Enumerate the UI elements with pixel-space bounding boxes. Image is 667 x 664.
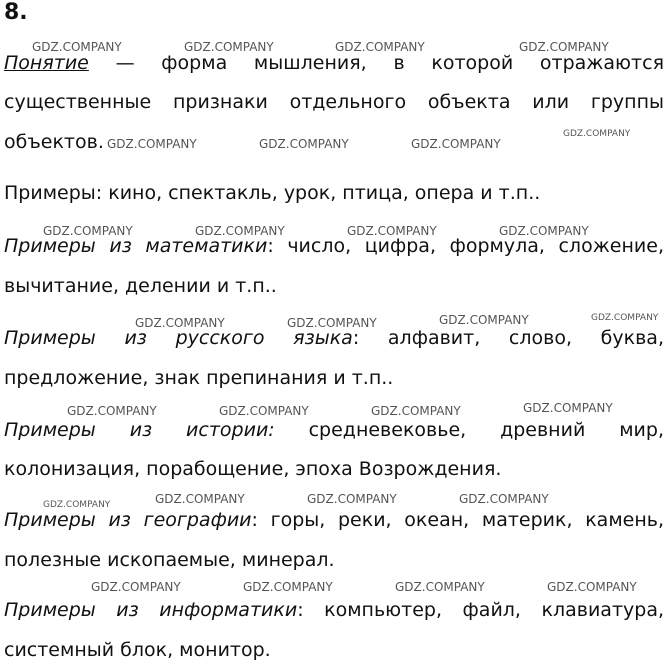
section-russian-label: Примеры из русского языка xyxy=(4,327,353,349)
watermark: GDZ.COMPANY xyxy=(547,580,637,594)
watermark: GDZ.COMPANY xyxy=(155,492,245,506)
watermark: GDZ.COMPANY xyxy=(395,580,485,594)
watermark: GDZ.COMPANY xyxy=(523,401,613,415)
definition-line-3: объектов. xyxy=(4,131,104,153)
section-history-line-2: колонизация, порабощение, эпоха Возрождения. xyxy=(4,458,502,480)
definition-line-1-text: — форма мышления, в которой отражаются xyxy=(88,52,664,74)
section-history-line-1 xyxy=(4,417,664,443)
watermark: GDZ.COMPANY xyxy=(43,500,111,510)
watermark: GDZ.COMPANY xyxy=(591,313,659,323)
section-history-text-1: средневековье, древний мир, xyxy=(274,419,664,441)
watermark: GDZ.COMPANY xyxy=(107,137,197,151)
watermark: GDZ.COMPANY xyxy=(67,404,157,418)
watermark: GDZ.COMPANY xyxy=(135,316,225,330)
section-russian-text-1: : алфавит, слово, буква, xyxy=(352,327,664,349)
examples-general: Примеры: кино, спектакль, урок, птица, опера и т.п.. xyxy=(4,182,541,204)
watermark: GDZ.COMPANY xyxy=(32,40,122,54)
watermark: GDZ.COMPANY xyxy=(347,224,437,238)
watermark: GDZ.COMPANY xyxy=(259,137,349,151)
section-math-label: Примеры из математики xyxy=(4,235,268,257)
watermark: GDZ.COMPANY xyxy=(563,129,631,139)
watermark: GDZ.COMPANY xyxy=(459,492,549,506)
watermark: GDZ.COMPANY xyxy=(519,40,609,54)
section-informatics-line-2: системный блок, монитор. xyxy=(4,639,271,661)
definition-term: Понятие xyxy=(4,52,89,74)
watermark: GDZ.COMPANY xyxy=(219,404,309,418)
watermark: GDZ.COMPANY xyxy=(371,404,461,418)
section-geography-line-2: полезные ископаемые, минерал. xyxy=(4,549,335,571)
watermark: GDZ.COMPANY xyxy=(184,40,274,54)
watermark: GDZ.COMPANY xyxy=(335,40,425,54)
section-informatics-line-1 xyxy=(4,597,664,623)
watermark: GDZ.COMPANY xyxy=(43,224,133,238)
watermark: GDZ.COMPANY xyxy=(287,316,377,330)
section-russian-line-2: предложение, знак препинания и т.п.. xyxy=(4,367,394,389)
section-informatics-label: Примеры из информатики xyxy=(4,599,298,621)
watermark: GDZ.COMPANY xyxy=(91,580,181,594)
task-number: 8. xyxy=(4,0,28,25)
watermark: GDZ.COMPANY xyxy=(307,492,397,506)
watermark: GDZ.COMPANY xyxy=(195,224,285,238)
section-informatics-text-1: : компьютер, файл, клавиатура, xyxy=(297,599,664,621)
definition-line-2: существенные признаки отдельного объекта или группы xyxy=(4,91,664,113)
watermark: GDZ.COMPANY xyxy=(243,580,333,594)
section-geography-text-1: : горы, реки, океан, материк, камень, xyxy=(251,509,664,531)
watermark: GDZ.COMPANY xyxy=(439,313,529,327)
section-geography-label: Примеры из географии xyxy=(4,509,252,531)
watermark: GDZ.COMPANY xyxy=(411,137,501,151)
watermark: GDZ.COMPANY xyxy=(499,224,589,238)
section-math-text-1: : число, цифра, формула, сложение, xyxy=(267,235,665,257)
section-history-label: Примеры из истории: xyxy=(4,419,275,441)
section-math-line-2: вычитание, делении и т.п.. xyxy=(4,275,277,297)
